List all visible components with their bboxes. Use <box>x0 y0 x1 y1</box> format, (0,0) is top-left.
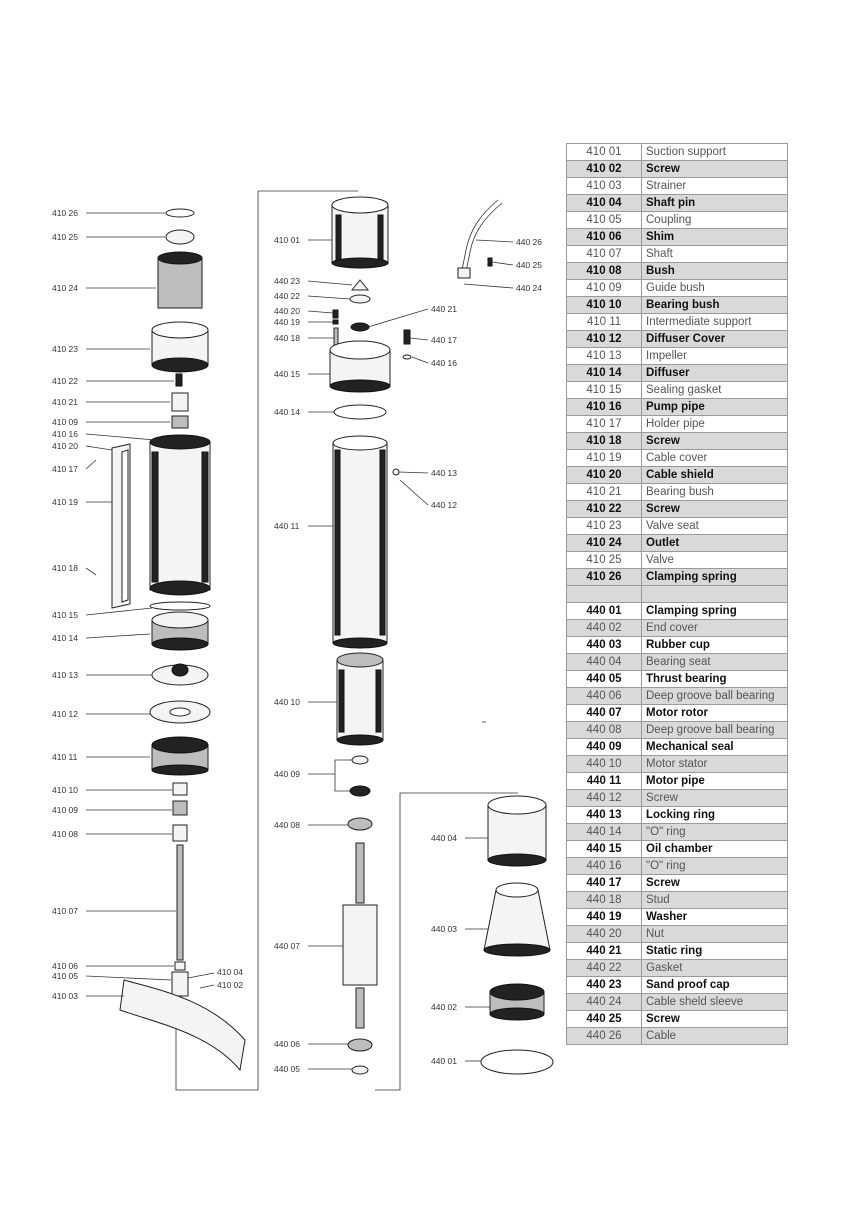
part-440-16 <box>403 355 411 359</box>
part-410-26 <box>166 209 194 217</box>
part-410-25 <box>166 230 194 244</box>
right-parts <box>393 200 553 1074</box>
part-code: 440 16 <box>567 858 642 875</box>
part-code: 440 26 <box>567 1028 642 1045</box>
part-name: Motor rotor <box>642 705 788 722</box>
part-name: Bearing seat <box>642 654 788 671</box>
part-440-06 <box>348 1039 372 1051</box>
callout-label: 440 03 <box>431 924 457 934</box>
callout-label: 410 14 <box>52 633 78 643</box>
part-name: "O" ring <box>642 824 788 841</box>
part-name: Screw <box>642 1011 788 1028</box>
parts-table-row <box>567 841 788 858</box>
part-440-05 <box>352 1066 368 1074</box>
part-name: Clamping spring <box>642 603 788 620</box>
callout-label: 440 14 <box>274 407 300 417</box>
parts-table-row <box>567 909 788 926</box>
parts-table-row <box>567 671 788 688</box>
callout-label: 440 18 <box>274 333 300 343</box>
part-name: Motor stator <box>642 756 788 773</box>
callout-label: 440 25 <box>516 260 542 270</box>
part-code: 410 22 <box>567 501 642 518</box>
callout-label: 440 01 <box>431 1056 457 1066</box>
part-name: Pump pipe <box>642 399 788 416</box>
part-410-24 <box>158 258 202 308</box>
part-name: Deep groove ball bearing <box>642 722 788 739</box>
part-code: 440 24 <box>567 994 642 1011</box>
part-code: 410 23 <box>567 518 642 535</box>
part-name: Bearing bush <box>642 297 788 314</box>
callout-label: 410 09 <box>52 417 78 427</box>
part-440-11 <box>333 443 387 643</box>
part-440-03 <box>484 890 550 950</box>
part-code: 410 09 <box>567 280 642 297</box>
left-parts <box>112 209 245 1070</box>
parts-table-row <box>567 705 788 722</box>
parts-table-row <box>567 535 788 552</box>
part-code: 440 15 <box>567 841 642 858</box>
parts-table-row <box>567 620 788 637</box>
part-440-07-shaft <box>356 843 364 903</box>
part-name: Shaft <box>642 246 788 263</box>
part-code: 410 21 <box>567 484 642 501</box>
part-code: 440 05 <box>567 671 642 688</box>
part-name: Valve seat <box>642 518 788 535</box>
part-code: 440 02 <box>567 620 642 637</box>
part-name: Strainer <box>642 178 788 195</box>
parts-table-row <box>567 960 788 977</box>
part-code: 410 11 <box>567 314 642 331</box>
parts-table-row <box>567 331 788 348</box>
parts-table-row <box>567 875 788 892</box>
part-name: Coupling <box>642 212 788 229</box>
parts-table-row <box>567 229 788 246</box>
parts-table-row <box>567 824 788 841</box>
parts-table-row <box>567 144 788 161</box>
part-code: 440 07 <box>567 705 642 722</box>
part-name: Locking ring <box>642 807 788 824</box>
callout-label: 440 10 <box>274 697 300 707</box>
parts-table-row <box>567 297 788 314</box>
parts-table-row <box>567 858 788 875</box>
part-name: Sand proof cap <box>642 977 788 994</box>
part-440-01 <box>481 1050 553 1074</box>
callout-label: 440 11 <box>274 521 300 531</box>
part-code: 410 12 <box>567 331 642 348</box>
part-code: 410 01 <box>567 144 642 161</box>
part-440-22 <box>350 295 370 303</box>
part-name: Bearing bush <box>642 484 788 501</box>
callout-label: 440 17 <box>431 335 457 345</box>
callout-label: 410 23 <box>52 344 78 354</box>
parts-table-row <box>567 773 788 790</box>
callout-label: 440 22 <box>274 291 300 301</box>
part-code: 440 10 <box>567 756 642 773</box>
part-440-23 <box>352 280 368 290</box>
part-code: 440 13 <box>567 807 642 824</box>
callout-label: 440 15 <box>274 369 300 379</box>
callout-label: 410 04 <box>217 967 243 977</box>
callout-label: 440 19 <box>274 317 300 327</box>
part-410-21 <box>172 393 188 411</box>
parts-list-table <box>566 143 788 1045</box>
callout-label: 440 26 <box>516 237 542 247</box>
part-code: 440 01 <box>567 603 642 620</box>
parts-table-row <box>567 501 788 518</box>
part-code: 440 20 <box>567 926 642 943</box>
part-code: 440 08 <box>567 722 642 739</box>
part-name: Cable shield <box>642 467 788 484</box>
part-code: 440 04 <box>567 654 642 671</box>
callout-label: 410 21 <box>52 397 78 407</box>
part-410-05 <box>172 972 188 996</box>
callout-label: 410 09 <box>52 805 78 815</box>
part-code: 440 12 <box>567 790 642 807</box>
parts-table-row <box>567 348 788 365</box>
callout-label: 440 04 <box>431 833 457 843</box>
part-440-25 <box>488 258 492 266</box>
part-name: Diffuser <box>642 365 788 382</box>
part-name: Mechanical seal <box>642 739 788 756</box>
part-name: Shaft pin <box>642 195 788 212</box>
part-code: 410 07 <box>567 246 642 263</box>
part-name: Bush <box>642 263 788 280</box>
callout-label: 410 24 <box>52 283 78 293</box>
parts-table-row <box>567 263 788 280</box>
callout-label: 410 16 <box>52 429 78 439</box>
part-440-19 <box>333 320 338 324</box>
callout-label: 410 20 <box>52 441 78 451</box>
part-code: 410 17 <box>567 416 642 433</box>
part-code: 440 03 <box>567 637 642 654</box>
part-name: Screw <box>642 501 788 518</box>
part-code: 410 05 <box>567 212 642 229</box>
callout-label: 440 24 <box>516 283 542 293</box>
part-code: 440 11 <box>567 773 642 790</box>
parts-table-row <box>567 399 788 416</box>
part-440-09 <box>352 756 368 764</box>
part-410-15 <box>150 602 210 610</box>
part-name: Valve <box>642 552 788 569</box>
part-name: Sealing gasket <box>642 382 788 399</box>
middle-parts <box>330 197 390 1074</box>
part-440-07-rotor <box>343 905 377 985</box>
parts-table-row <box>567 994 788 1011</box>
part-code: 410 14 <box>567 365 642 382</box>
callout-label: 440 06 <box>274 1039 300 1049</box>
parts-table-row <box>567 892 788 909</box>
parts-table-row <box>567 178 788 195</box>
part-name: Thrust bearing <box>642 671 788 688</box>
part-name: Cable <box>642 1028 788 1045</box>
middle-labels <box>274 235 300 1074</box>
group-separator-row <box>567 586 788 603</box>
parts-table-row <box>567 756 788 773</box>
part-code: 410 18 <box>567 433 642 450</box>
callout-label: 410 26 <box>52 208 78 218</box>
part-440-20 <box>333 310 338 318</box>
part-name: Screw <box>642 790 788 807</box>
part-code: 410 06 <box>567 229 642 246</box>
left-labels <box>52 208 243 1001</box>
callout-label: 410 11 <box>52 752 78 762</box>
part-440-13 <box>393 469 399 475</box>
callout-label: 440 08 <box>274 820 300 830</box>
callout-label: 440 16 <box>431 358 457 368</box>
part-name: Cable cover <box>642 450 788 467</box>
part-name: Cable sheld sleeve <box>642 994 788 1011</box>
part-name: Diffuser Cover <box>642 331 788 348</box>
parts-table-row <box>567 790 788 807</box>
callout-label: 440 05 <box>274 1064 300 1074</box>
part-name: Oil chamber <box>642 841 788 858</box>
callout-label: 410 19 <box>52 497 78 507</box>
part-name: Nut <box>642 926 788 943</box>
callout-label: 410 08 <box>52 829 78 839</box>
part-code: 410 13 <box>567 348 642 365</box>
parts-table-row <box>567 212 788 229</box>
part-440-14 <box>334 405 386 419</box>
part-name: Screw <box>642 161 788 178</box>
parts-table-row <box>567 433 788 450</box>
callout-label: 410 10 <box>52 785 78 795</box>
part-code: 440 09 <box>567 739 642 756</box>
part-440-21 <box>351 323 369 331</box>
part-name: Holder pipe <box>642 416 788 433</box>
callout-label: 410 18 <box>52 563 78 573</box>
part-name: Gasket <box>642 960 788 977</box>
callout-label: 410 22 <box>52 376 78 386</box>
parts-table-row <box>567 637 788 654</box>
part-name: Washer <box>642 909 788 926</box>
callout-label: 440 07 <box>274 941 300 951</box>
part-code: 440 25 <box>567 1011 642 1028</box>
part-code: 410 25 <box>567 552 642 569</box>
parts-table-row <box>567 926 788 943</box>
part-code: 440 18 <box>567 892 642 909</box>
part-code: 440 22 <box>567 960 642 977</box>
parts-table-row <box>567 246 788 263</box>
callout-label: 410 07 <box>52 906 78 916</box>
part-code: 410 26 <box>567 569 642 586</box>
part-code: 410 20 <box>567 467 642 484</box>
parts-table-row <box>567 807 788 824</box>
part-name: Static ring <box>642 943 788 960</box>
part-410-07-shaft <box>177 845 183 960</box>
callout-label: 410 06 <box>52 961 78 971</box>
part-name: Shim <box>642 229 788 246</box>
parts-table-row <box>567 688 788 705</box>
callout-label: 440 21 <box>431 304 457 314</box>
part-code: 410 02 <box>567 161 642 178</box>
parts-table-row <box>567 603 788 620</box>
part-code: 440 21 <box>567 943 642 960</box>
callout-label: 410 12 <box>52 709 78 719</box>
parts-table-row <box>567 467 788 484</box>
part-code: 410 08 <box>567 263 642 280</box>
part-code: 410 10 <box>567 297 642 314</box>
part-410-22 <box>176 374 182 386</box>
callout-label: 410 15 <box>52 610 78 620</box>
parts-table-row <box>567 195 788 212</box>
part-code: 410 04 <box>567 195 642 212</box>
part-name: End cover <box>642 620 788 637</box>
part-410-09 <box>173 801 187 815</box>
parts-table-row <box>567 416 788 433</box>
parts-table-row <box>567 943 788 960</box>
parts-table-row <box>567 314 788 331</box>
part-name: Screw <box>642 875 788 892</box>
part-410-16-pipe <box>150 442 210 590</box>
parts-table-row <box>567 382 788 399</box>
part-name: Impeller <box>642 348 788 365</box>
part-code: 410 19 <box>567 450 642 467</box>
part-code: 440 19 <box>567 909 642 926</box>
part-code: 440 14 <box>567 824 642 841</box>
part-440-17 <box>404 330 410 344</box>
part-name: Screw <box>642 433 788 450</box>
part-code: 410 15 <box>567 382 642 399</box>
part-code: 440 06 <box>567 688 642 705</box>
parts-table-row <box>567 365 788 382</box>
parts-table-row <box>567 484 788 501</box>
part-name: Intermediate support <box>642 314 788 331</box>
parts-table-row <box>567 569 788 586</box>
part-code: 440 23 <box>567 977 642 994</box>
part-name: Deep groove ball bearing <box>642 688 788 705</box>
part-440-24 <box>458 268 470 278</box>
part-410-10 <box>173 783 187 795</box>
part-name: "O" ring <box>642 858 788 875</box>
part-name: Motor pipe <box>642 773 788 790</box>
part-410-06 <box>175 962 185 970</box>
part-410-08 <box>173 825 187 841</box>
parts-table-row <box>567 161 788 178</box>
part-440-26-cable <box>462 200 498 270</box>
part-name: Outlet <box>642 535 788 552</box>
parts-table-row <box>567 1011 788 1028</box>
part-code: 440 17 <box>567 875 642 892</box>
parts-table-row <box>567 552 788 569</box>
parts-table-row <box>567 280 788 297</box>
callout-label: 440 02 <box>431 1002 457 1012</box>
callout-label: 410 03 <box>52 991 78 1001</box>
parts-table-row <box>567 1028 788 1045</box>
callout-label: 410 05 <box>52 971 78 981</box>
parts-table-row <box>567 450 788 467</box>
part-name: Suction support <box>642 144 788 161</box>
callout-label: 410 01 <box>274 235 300 245</box>
callout-label: 440 09 <box>274 769 300 779</box>
part-code: 410 03 <box>567 178 642 195</box>
parts-table-row <box>567 739 788 756</box>
part-code: 410 16 <box>567 399 642 416</box>
callout-label: 410 13 <box>52 670 78 680</box>
callout-label: 440 13 <box>431 468 457 478</box>
parts-table-row <box>567 654 788 671</box>
callout-label: 440 23 <box>274 276 300 286</box>
parts-table-row <box>567 722 788 739</box>
part-name: Clamping spring <box>642 569 788 586</box>
part-440-18 <box>334 328 338 346</box>
callout-label: 440 12 <box>431 500 457 510</box>
part-name: Guide bush <box>642 280 788 297</box>
part-name: Rubber cup <box>642 637 788 654</box>
parts-table-row <box>567 518 788 535</box>
callout-label: 410 25 <box>52 232 78 242</box>
part-code: 410 24 <box>567 535 642 552</box>
part-name: Stud <box>642 892 788 909</box>
parts-table-row <box>567 977 788 994</box>
part-440-08 <box>348 818 372 830</box>
part-410-09-top <box>172 416 188 428</box>
callout-label: 440 20 <box>274 306 300 316</box>
callout-label: 410 17 <box>52 464 78 474</box>
callout-label: 410 02 <box>217 980 243 990</box>
